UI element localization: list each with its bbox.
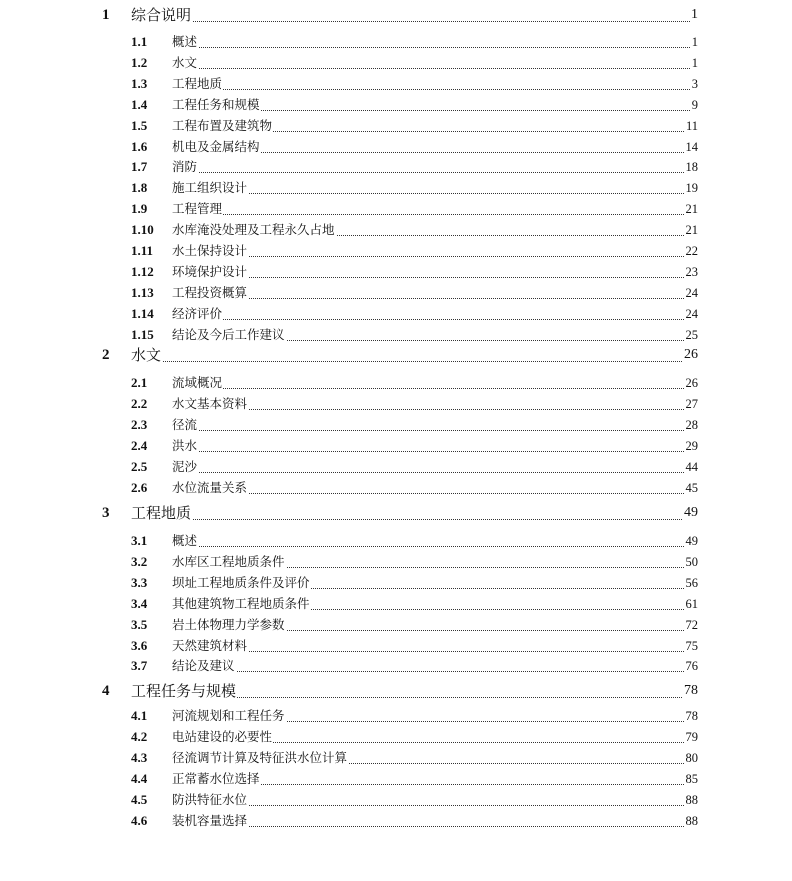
toc-number: 4.2 [131,728,148,744]
toc-title: 径流 [172,415,198,435]
toc-section-row[interactable] [0,706,792,726]
toc-section-row[interactable] [0,157,792,177]
toc-page-number: 23 [685,262,699,282]
toc-page-number: 24 [685,283,699,303]
toc-number: 1.10 [131,222,154,238]
toc-number: 4.1 [131,708,148,723]
toc-number: 1.11 [131,243,154,258]
toc-page-number: 76 [685,656,699,676]
toc-page-number: 28 [685,415,699,435]
toc-title: 施工组织设计 [172,178,248,198]
toc-title: 环境保护设计 [172,262,248,282]
toc-chapter-row[interactable] [0,344,792,368]
toc-page-number: 88 [685,790,699,810]
dot-leader [172,451,698,452]
toc-section-row[interactable] [0,790,792,810]
toc-page-number: 49 [683,502,698,524]
dot-leader [172,651,698,652]
toc-section-row[interactable] [0,615,792,635]
dot-leader [172,277,698,278]
toc-section-row[interactable] [0,811,792,831]
toc-section-row[interactable] [0,304,792,324]
toc-section-row[interactable] [0,262,792,282]
toc-chapter-row[interactable] [0,680,792,704]
toc-title: 水库区工程地质条件 [172,552,286,572]
toc-title: 消防 [172,157,198,177]
dot-leader [131,519,698,520]
toc-section-row[interactable] [0,220,792,240]
toc-title: 防洪特征水位 [172,790,248,810]
toc-page-number: 88 [685,811,699,831]
toc-page-number: 3 [691,74,698,94]
dot-leader [172,214,698,215]
toc-number: 2.3 [131,416,148,432]
toc-number: 2.1 [131,375,148,390]
toc-section-row[interactable] [0,552,792,572]
toc-title: 概述 [172,32,198,52]
toc-section-row[interactable] [0,727,792,747]
dot-leader [172,826,698,827]
toc-title: 概述 [172,531,198,551]
dot-leader [172,172,698,173]
dot-leader [131,21,698,22]
toc-page-number: 22 [685,241,699,261]
toc-title: 流域概况 [172,373,223,393]
toc-page-number: 18 [685,157,699,177]
toc-page-number: 24 [685,304,699,324]
toc-title: 洪水 [172,436,198,456]
toc-section-row[interactable] [0,457,792,477]
toc-title: 水文 [172,53,198,73]
toc-page-number: 27 [685,394,699,414]
toc-number: 1.2 [131,54,148,70]
toc-section-row[interactable] [0,573,792,593]
toc-page-number: 61 [685,594,699,614]
toc-page-number: 9 [691,95,698,115]
toc-title: 岩土体物理力学参数 [172,615,286,635]
toc-page-number: 78 [683,680,698,702]
dot-leader [172,805,698,806]
toc-page-number: 85 [685,769,699,789]
toc-page-number: 45 [685,478,699,498]
toc-number: 3.2 [131,553,148,569]
toc-title: 装机容量选择 [172,811,248,831]
toc-page-number: 56 [685,573,699,593]
toc-number: 2.6 [131,479,148,495]
toc-section-row[interactable] [0,373,792,393]
toc-title: 其他建筑物工程地质条件 [172,594,311,614]
toc-section-row[interactable] [0,74,792,94]
toc-page-number: 80 [685,748,699,768]
toc-title: 水位流量关系 [172,478,248,498]
toc-page-number: 75 [685,636,699,656]
toc-section-row[interactable] [0,394,792,414]
toc-title: 河流规划和工程任务 [172,706,286,726]
toc-title: 工程管理 [172,199,223,219]
toc-number: 3.7 [131,658,148,674]
toc-number: 2 [102,347,110,363]
toc-section-row[interactable] [0,95,792,115]
toc-section-row[interactable] [0,748,792,768]
toc-page-number: 29 [685,436,699,456]
toc-title: 工程布置及建筑物 [172,116,273,136]
toc-section-row[interactable] [0,594,792,614]
dot-leader [172,409,698,410]
toc-number: 4.4 [131,770,148,786]
toc-title: 综合说明 [131,6,192,24]
toc-page-number: 19 [685,178,699,198]
dot-leader [172,430,698,431]
toc-section-row[interactable] [0,415,792,435]
toc-page-number: 26 [685,373,699,393]
toc-title: 水土保持设计 [172,241,248,261]
toc-number: 1.6 [131,138,148,154]
toc-number: 1.12 [131,263,154,279]
toc-number: 2.4 [131,437,148,453]
toc-section-row[interactable] [0,283,792,303]
toc-page-number: 78 [685,706,699,726]
dot-leader [172,671,698,672]
toc-section-row[interactable] [0,769,792,789]
toc-number: 4.3 [131,749,148,765]
toc-page-number: 49 [685,531,699,551]
toc-number: 3.4 [131,595,148,611]
toc-section-row[interactable] [0,199,792,219]
toc-title: 结论及建议 [172,656,236,676]
toc-section-row[interactable] [0,436,792,456]
dot-leader [172,388,698,389]
toc-page-number: 21 [685,199,699,219]
toc-title: 工程投资概算 [172,283,248,303]
toc-number: 4.6 [131,812,148,828]
toc-section-row[interactable] [0,325,792,345]
toc-number: 1.5 [131,117,148,133]
toc-number: 1.7 [131,159,148,175]
dot-leader [172,68,698,69]
toc-number: 3.1 [131,533,148,548]
dot-leader [172,47,698,48]
toc-page-number: 25 [685,325,699,345]
toc-section-row[interactable] [0,656,792,676]
toc-page-number: 26 [683,344,698,366]
toc-section-row[interactable] [0,53,792,73]
toc-number: 1.13 [131,284,154,300]
toc-title: 天然建筑材料 [172,636,248,656]
toc-number: 3.5 [131,616,148,632]
toc-page-number: 50 [685,552,699,572]
toc-page-number: 11 [685,116,698,136]
dot-leader [172,319,698,320]
toc-section-row[interactable] [0,636,792,656]
toc-title: 机电及金属结构 [172,137,261,157]
toc-page-number: 1 [691,32,698,52]
toc-section-row[interactable] [0,178,792,198]
toc-page-number: 44 [685,457,699,477]
toc-section-row[interactable] [0,241,792,261]
toc-page-number: 14 [685,137,699,157]
toc-chapter-row[interactable] [0,502,792,526]
toc-chapter-row[interactable] [0,4,792,28]
dot-leader [172,256,698,257]
toc-page-number: 21 [685,220,699,240]
dot-leader [172,89,698,90]
toc-number: 4.5 [131,791,148,807]
toc-title: 正常蓄水位选择 [172,769,261,789]
dot-leader [172,472,698,473]
toc-title: 经济评价 [172,304,223,324]
toc-title: 工程任务与规模 [131,682,237,700]
toc-title: 工程地质 [172,74,223,94]
toc-title: 泥沙 [172,457,198,477]
toc-number: 1.14 [131,305,154,321]
toc-page-number: 1 [691,53,698,73]
dot-leader [131,361,698,362]
toc-number: 4 [102,683,110,699]
toc-section-row[interactable] [0,531,792,551]
toc-title: 工程地质 [131,504,192,522]
toc-page-number: 72 [685,615,699,635]
toc-title: 水库淹没处理及工程永久占地 [172,220,336,240]
dot-leader [172,546,698,547]
toc-number: 3.3 [131,574,148,590]
toc-page-number: 79 [685,727,699,747]
toc-title: 结论及今后工作建议 [172,325,286,345]
toc-section-row[interactable] [0,137,792,157]
toc-number: 1.1 [131,34,148,49]
toc-number: 2.2 [131,395,148,411]
toc-title: 电站建设的必要性 [172,727,273,747]
toc-number: 3 [102,505,110,521]
toc-title: 径流调节计算及特征洪水位计算 [172,748,348,768]
toc-title: 工程任务和规模 [172,95,261,115]
toc-section-row[interactable] [0,32,792,52]
toc-number: 1.8 [131,180,148,196]
toc-number: 1.9 [131,201,148,217]
dot-leader [172,493,698,494]
toc-section-row[interactable] [0,116,792,136]
toc-section-row[interactable] [0,478,792,498]
toc-number: 1.3 [131,75,148,91]
toc-number: 1.15 [131,326,154,342]
dot-leader [172,298,698,299]
toc-title: 水文基本资料 [172,394,248,414]
toc-number: 3.6 [131,637,148,653]
dot-leader [172,193,698,194]
toc-title: 坝址工程地质条件及评价 [172,573,311,593]
toc-number: 1 [102,7,110,23]
toc-number: 1.4 [131,96,148,112]
toc-title: 水文 [131,346,162,364]
toc-number: 2.5 [131,458,148,474]
toc-page-number: 1 [690,4,698,26]
